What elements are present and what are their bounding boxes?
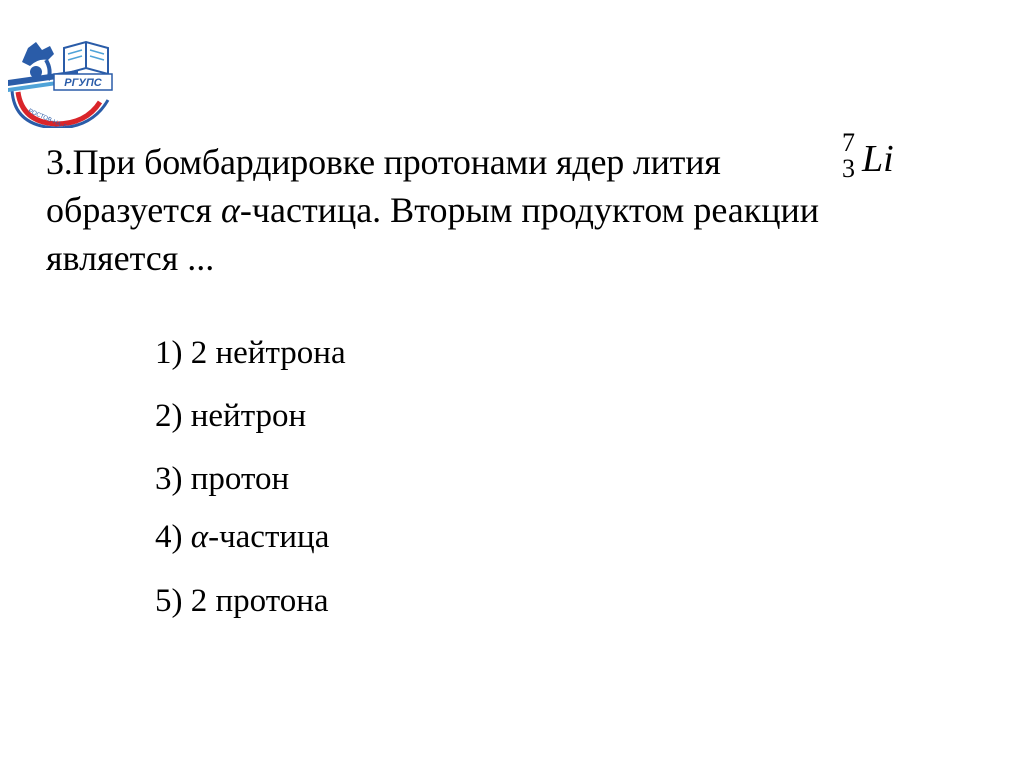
logo-initial: U: [54, 59, 60, 68]
answer-option-3[interactable]: [155, 460, 289, 498]
atomic-number: 3: [842, 154, 855, 183]
answer-option-1[interactable]: [155, 334, 346, 372]
question-line-1: [46, 138, 966, 186]
logo-emblem: [8, 36, 120, 128]
question-number: 3.: [46, 142, 73, 182]
alpha-symbol: α: [190, 519, 209, 555]
option-text: протон: [190, 461, 290, 497]
question-line-2-post: -частица. Вторым продуктом реакции: [239, 190, 820, 230]
question-line-3: является ...: [46, 238, 215, 278]
option-text: -частица: [208, 519, 330, 555]
university-logo: [8, 36, 120, 128]
question-line-2-pre: образуется: [46, 190, 221, 230]
answer-option-2[interactable]: [155, 397, 306, 435]
option-number: 1): [155, 335, 183, 371]
mass-number: 7: [842, 128, 855, 157]
option-number: 4): [155, 519, 183, 555]
logo-ring-text: РОСТОВ-НА-ДОНУ: [27, 108, 79, 128]
option-text: 2 нейтрона: [190, 335, 346, 371]
logo-text: РГУПС: [64, 77, 102, 89]
option-number: 3): [155, 461, 183, 497]
option-number: 2): [155, 398, 183, 434]
question-line-1-text: При бомбардировке протонами ядер лития: [72, 142, 721, 182]
option-text: 2 протона: [190, 583, 329, 619]
option-number: 5): [155, 583, 183, 619]
alpha-symbol: α: [220, 190, 240, 230]
answer-option-4[interactable]: [155, 518, 329, 556]
question-line-2: [46, 186, 966, 234]
lithium-nuclide-formula: [836, 130, 916, 190]
question-text: [46, 138, 966, 282]
answer-option-5[interactable]: [155, 582, 329, 620]
option-text: нейтрон: [190, 398, 307, 434]
element-symbol: Li: [862, 138, 894, 180]
